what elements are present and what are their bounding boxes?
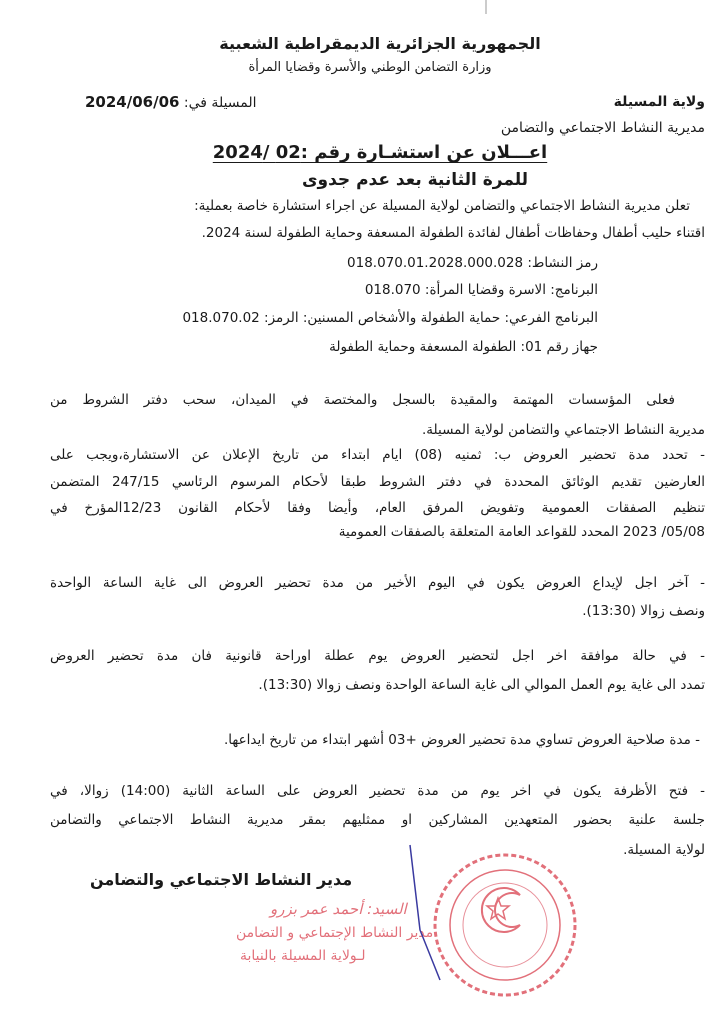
place-date	[85, 92, 257, 113]
p1-line: فعلى المؤسسات المهتمة والمقيدة بالسجل والمختصة في الميدان، سحب دفتر الشروط من	[50, 392, 675, 408]
p6-line: لولاية المسيلة.	[623, 842, 705, 858]
stamp-name: السيد: أحمد عمر بزرو	[270, 900, 407, 918]
program-code: البرنامج: الاسرة وقضايا المرأة: 018.070	[364, 282, 598, 298]
date-value: 2024/06/06	[85, 93, 180, 111]
wilaya-label: ولاية المسيلة	[613, 94, 705, 110]
p2-line: 05/08/ 2023 المحدد للقواعد العامة المتعلقة بالصفقات العمومية	[338, 524, 705, 540]
p3-line: ونصف زوالا (13:30).	[582, 603, 705, 619]
intro-line-2: اقتناء حليب أطفال وحفاظات أطفال لفائدة الطفولة المسعفة وحماية الطفولة لسنة 2024.	[201, 225, 705, 241]
republic-header: الجمهورية الجزائرية الديمقراطية الشعبية	[219, 34, 541, 53]
p2-line: تنظيم الصفقات العمومية وتفويض المرفق العام، وأيضا وفقا لأحكام القانون 12/23المؤرخ في	[50, 500, 705, 516]
ministry-header: وزارة التضامن الوطني والأسرة وقضايا المرأة	[248, 60, 492, 75]
p5-line: - مدة صلاحية العروض تساوي مدة تحضير العروض +03 أشهر ابتداء من تاريخ ايداعها.	[223, 732, 700, 748]
p6-line: - فتح الأظرفة يكون في اخر يوم من مدة تحضير العروض على الساعة الثانية (14:00) زوالا، في	[50, 783, 705, 799]
place-label: المسيلة في:	[183, 95, 257, 111]
scan-mark	[485, 0, 487, 14]
p1-line: مديرية النشاط الاجتماعي والتضامن لولاية المسيلة.	[422, 422, 705, 438]
directorate-label: مديرية النشاط الاجتماعي والتضامن	[500, 120, 705, 136]
activity-code: رمز النشاط: 018.070.01.2028.000.028	[347, 255, 598, 271]
announcement-subtitle: للمرة الثانية بعد عدم جدوى	[301, 170, 529, 190]
stamp-role: مدير النشاط الإجتماعي و التضامن	[236, 925, 434, 941]
p3-line: - آخر اجل لإيداع العروض يكون في اليوم الأخير من مدة تحضير العروض الى غاية الساعة الواحدة	[50, 575, 705, 591]
intro-line-1: تعلن مديرية النشاط الاجتماعي والتضامن لولاية المسيلة عن اجراء استشارة خاصة بعملية:	[194, 198, 690, 214]
official-seal-icon	[380, 840, 590, 1020]
device-code: جهاز رقم 01: الطفولة المسعفة وحماية الطفولة	[329, 339, 598, 355]
p6-line: جلسة علنية بحضور المتعهدين المشاركين او ممثليهم بمقر مديرية النشاط الاجتماعي والتضامن	[50, 812, 705, 828]
subprogram-code: البرنامج الفرعي: حماية الطفولة والأشخاص المسنين: الرمز: 018.070.02	[182, 310, 598, 326]
announcement-title: اعـــلان عن استشـارة رقم :02 /2024	[212, 142, 548, 163]
p2-line: - تحدد مدة تحضير العروض ب: ثمنيه (08) ايام ابتداء من تاريخ الإعلان عن الاستشارة،ويجب على	[50, 447, 705, 463]
p4-line: - في حالة موافقة اخر اجل لتحضير العروض يوم عطلة اوراحة قانونية فان مدة تحضير العروض	[50, 648, 705, 664]
p4-line: تمدد الى غاية يوم العمل الموالي الى غاية الساعة الواحدة ونصف زوالا (13:30).	[258, 677, 705, 693]
p2-line: العارضين تقديم الوثائق المحددة في دفتر الشروط طبقا لأحكام المرسوم الرئاسي 247/15 المتضمن	[50, 474, 706, 490]
stamp-wilaya: لـولاية المسيلة بالنيابة	[240, 948, 366, 964]
signatory-title: مدير النشاط الاجتماعي والتضامن	[90, 870, 353, 889]
